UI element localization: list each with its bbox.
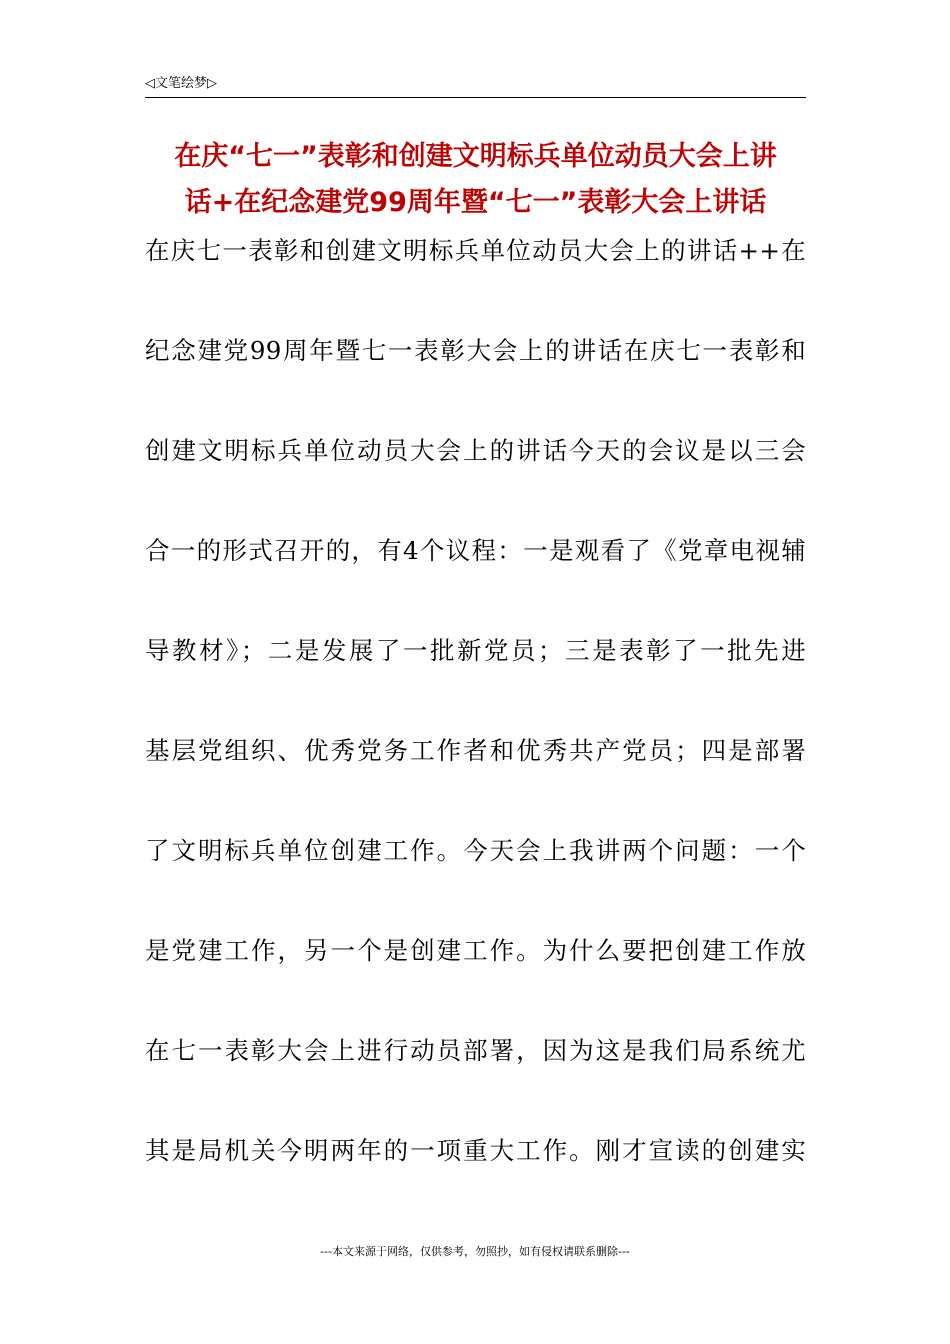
- body-line: 创建文明标兵单位动员大会上的讲话今天的会议是以三会: [145, 436, 806, 465]
- body-text: [145, 226, 806, 1226]
- header-brand: ◁文笔绘梦▷: [145, 76, 217, 91]
- body-line: 在庆七一表彰和创建文明标兵单位动员大会上的讲话++在: [145, 236, 806, 265]
- body-line: 了文明标兵单位创建工作。今天会上我讲两个问题：一个: [145, 836, 806, 865]
- header-divider: [145, 97, 806, 98]
- body-line: 在七一表彰大会上进行动员部署，因为这是我们局系统尤: [145, 1036, 806, 1065]
- title-line-2: 话+在纪念建党99周年暨“七一”表彰大会上讲话: [184, 187, 767, 218]
- body-line: 纪念建党99周年暨七一表彰大会上的讲话在庆七一表彰和: [145, 336, 806, 365]
- body-line: 基层党组织、优秀党务工作者和优秀共产党员；四是部署: [145, 736, 806, 765]
- body-line: 是党建工作，另一个是创建工作。为什么要把创建工作放: [145, 936, 806, 965]
- footer-disclaimer: ---本文来源于网络，仅供参考，勿照抄，如有侵权请联系删除---: [320, 1245, 630, 1258]
- title-line-1: 在庆“七一”表彰和创建文明标兵单位动员大会上讲: [174, 141, 777, 172]
- body-line: 其是局机关今明两年的一项重大工作。刚才宣读的创建实: [145, 1136, 806, 1165]
- body-line: 导教材》；二是发展了一批新党员；三是表彰了一批先进: [145, 636, 806, 665]
- document-title: [145, 134, 806, 226]
- body-line: 合一的形式召开的，有4个议程：一是观看了《党章电视辅: [145, 536, 806, 565]
